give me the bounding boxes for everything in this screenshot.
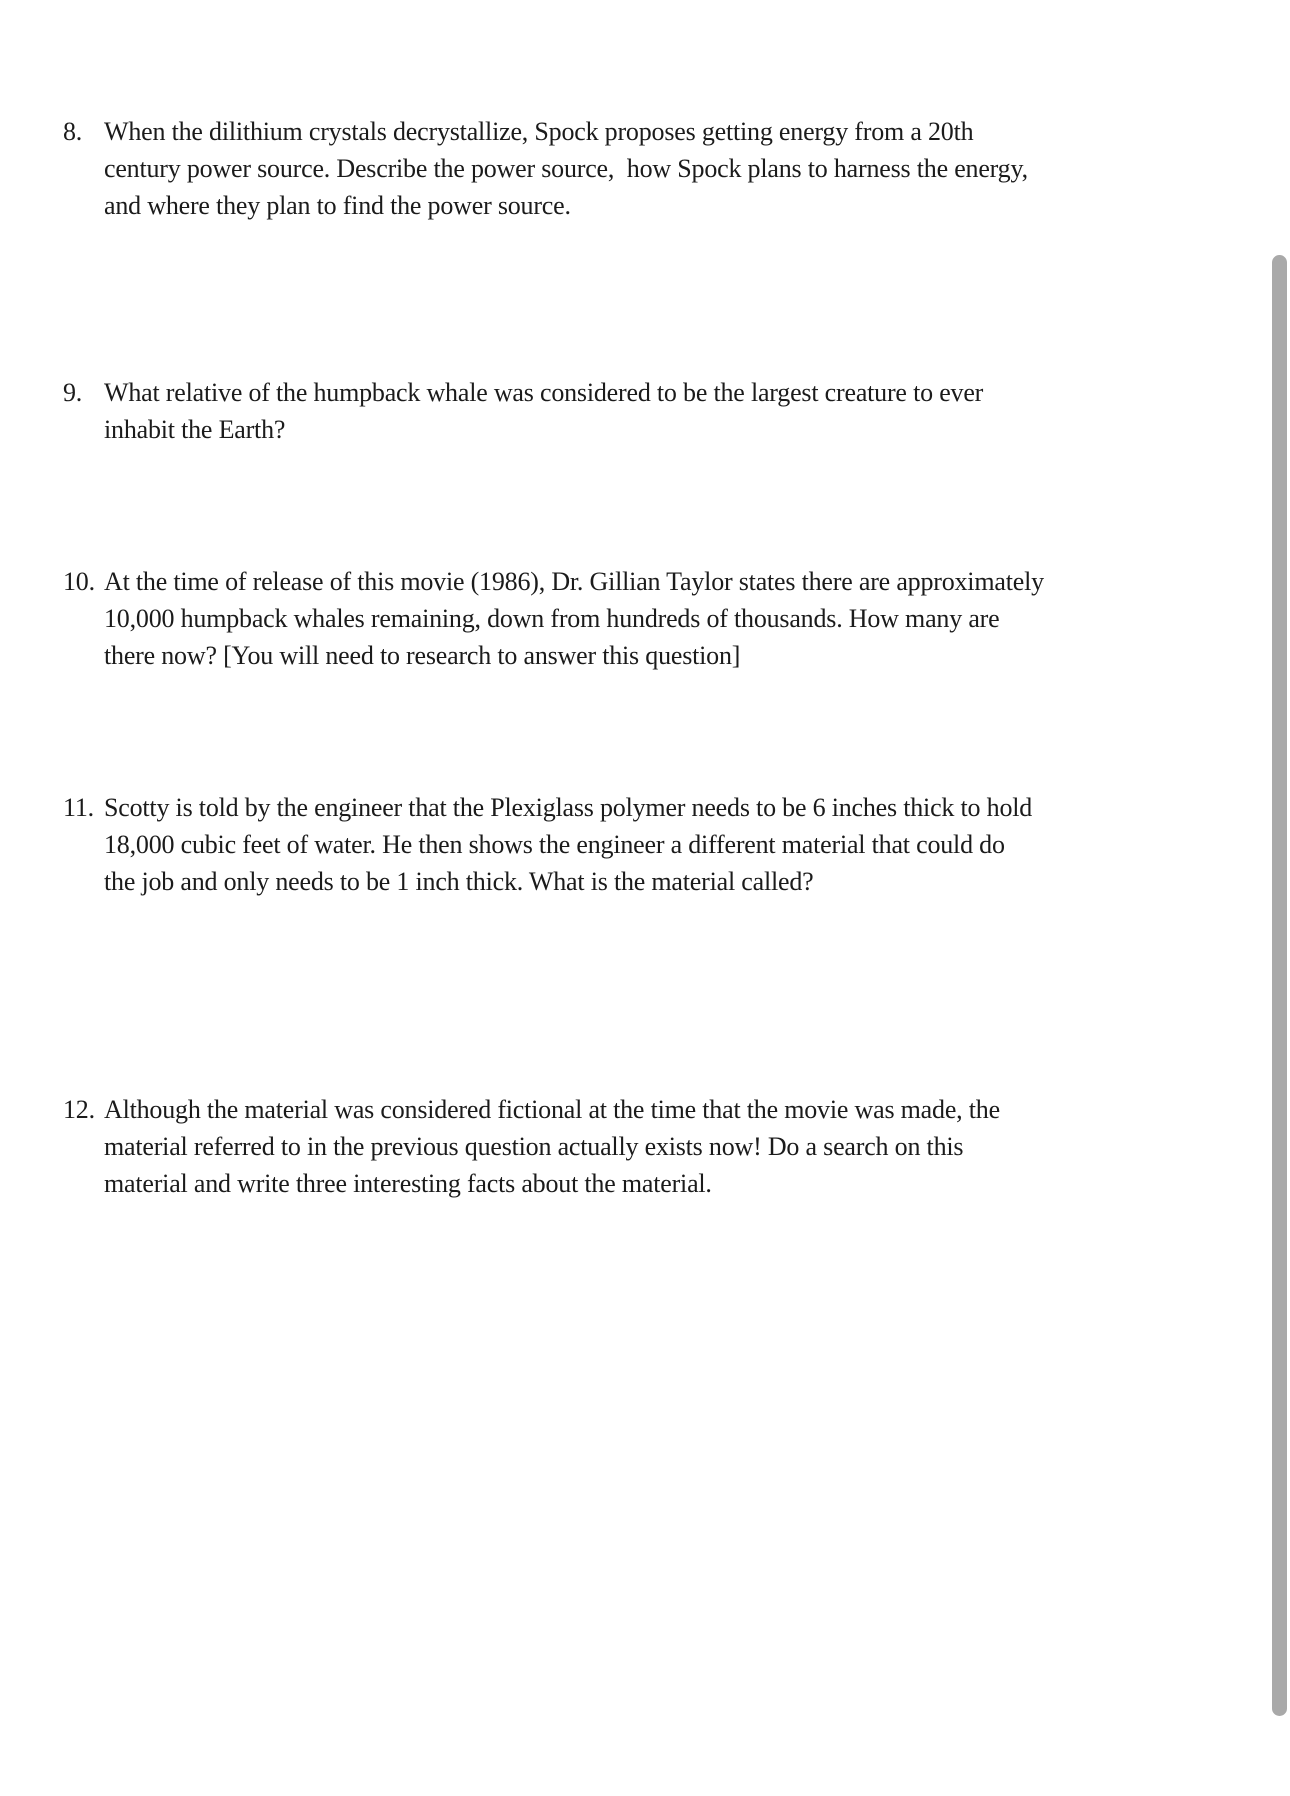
question-text <box>104 113 1028 224</box>
question-number: 9. <box>63 378 83 407</box>
question-line: there now? [You will need to research to answer this question] <box>104 641 741 670</box>
question-number: 10. <box>63 567 95 596</box>
question-item-9 <box>63 374 983 448</box>
question-line: 10,000 humpback whales remaining, down from hundreds of thousands. How many are <box>104 604 1000 633</box>
question-line: the job and only needs to be 1 inch thick. What is the material called? <box>104 867 814 896</box>
question-line: 18,000 cubic feet of water. He then shows the engineer a different material that could do <box>104 830 1005 859</box>
question-line: material and write three interesting facts about the material. <box>104 1169 712 1198</box>
question-line: Scotty is told by the engineer that the Plexiglass polymer needs to be 6 inches thick to hold <box>104 793 1033 822</box>
vertical-scrollbar-thumb[interactable] <box>1272 255 1287 1716</box>
question-line: When the dilithium crystals decrystallize, Spock proposes getting energy from a 20th <box>104 117 974 146</box>
question-line: Although the material was considered fictional at the time that the movie was made, the <box>104 1095 1000 1124</box>
question-item-12 <box>63 1091 1000 1202</box>
question-line: and where they plan to find the power source. <box>104 191 571 220</box>
question-line: At the time of release of this movie (1986), Dr. Gillian Taylor states there are approximately <box>104 567 1044 596</box>
question-line: What relative of the humpback whale was considered to be the largest creature to ever <box>104 378 984 407</box>
question-line: inhabit the Earth? <box>104 415 286 444</box>
question-line: century power source. Describe the power source, how Spock plans to harness the energy, <box>104 154 1028 183</box>
question-line: material referred to in the previous question actually exists now! Do a search on this <box>104 1132 964 1161</box>
question-item-8 <box>63 113 1028 224</box>
question-number: 11. <box>63 793 94 822</box>
question-number: 8. <box>63 117 83 146</box>
question-item-10 <box>63 563 1044 674</box>
question-number: 12. <box>63 1095 95 1124</box>
question-text <box>104 1091 1000 1202</box>
question-text <box>104 789 1032 900</box>
question-text <box>104 374 983 448</box>
question-item-11 <box>63 789 1032 900</box>
question-text <box>104 563 1044 674</box>
